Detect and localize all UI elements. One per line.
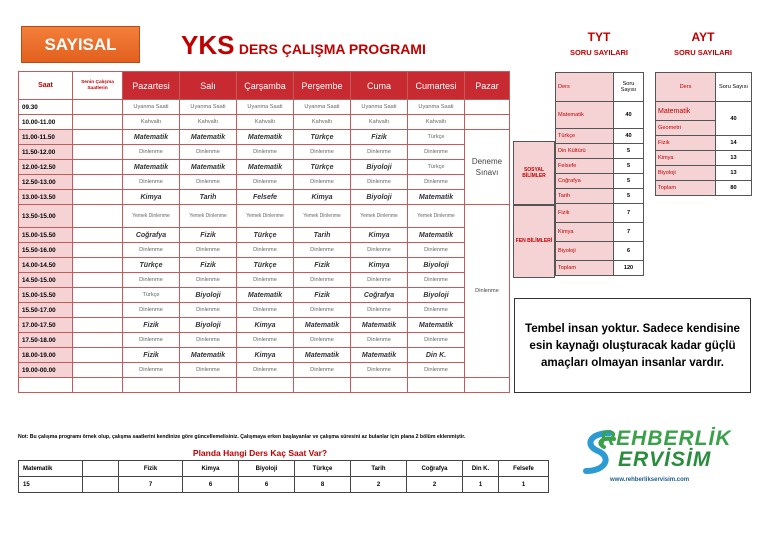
own-hours-cell xyxy=(73,303,123,318)
ayt-ders: Kimya xyxy=(656,151,716,166)
schedule-cell: Biyoloji xyxy=(408,288,465,303)
schedule-cell: Dinlenme xyxy=(351,243,408,258)
schedule-row xyxy=(19,258,510,273)
schedule-cell: Dinlenme xyxy=(237,273,294,288)
tyt-row xyxy=(556,129,644,144)
ayt-soru: 13 xyxy=(716,151,752,166)
tyt-ders: Felsefe xyxy=(556,159,614,174)
schedule-cell: Uyanma Saati xyxy=(351,100,408,115)
plan-subject: Kimya xyxy=(183,461,239,477)
ayt-row xyxy=(656,166,752,181)
tyt-row xyxy=(556,159,644,174)
schedule-cell: Kimya xyxy=(294,190,351,205)
header-day: Perşembe xyxy=(294,72,351,100)
schedule-cell: Yemek Dinlenme xyxy=(294,205,351,228)
ayt-ders: Toplam xyxy=(656,181,716,196)
plan-hours: 15 xyxy=(19,477,83,493)
ayt-heading xyxy=(655,30,751,57)
schedule-cell: Coğrafya xyxy=(123,228,180,243)
schedule-cell: Coğrafya xyxy=(351,288,408,303)
schedule-cell: Dinlenme xyxy=(351,303,408,318)
tyt-soru: 5 xyxy=(614,159,644,174)
plan-hours: 6 xyxy=(239,477,295,493)
schedule-cell: Dinlenme xyxy=(237,303,294,318)
plan-hours: 8 xyxy=(295,477,351,493)
plan-hours: 2 xyxy=(351,477,407,493)
schedule-cell: Dinlenme xyxy=(294,273,351,288)
schedule-cell: Matematik xyxy=(294,318,351,333)
tyt-ders: Biyoloji xyxy=(556,242,614,261)
plan-subject: Fizik xyxy=(119,461,183,477)
schedule-cell: Dinlenme xyxy=(237,145,294,160)
schedule-cell: Dinlenme xyxy=(123,363,180,378)
plan-subject: Biyoloji xyxy=(239,461,295,477)
schedule-cell: Fizik xyxy=(180,258,237,273)
schedule-cell: Dinlenme xyxy=(123,303,180,318)
schedule-cell: Dinlenme xyxy=(351,333,408,348)
tyt-header-row xyxy=(556,73,644,102)
own-hours-cell xyxy=(73,205,123,228)
time-slot: 18.00-19.00 xyxy=(19,348,73,363)
schedule-cell: Kahvaltı xyxy=(294,115,351,130)
tyt-row xyxy=(556,189,644,204)
schedule-cell: Fizik xyxy=(180,228,237,243)
plan-hours-table xyxy=(18,460,549,493)
schedule-cell: Dinlenme xyxy=(123,273,180,288)
schedule-cell: Dinlenme xyxy=(408,175,465,190)
schedule-row xyxy=(19,288,510,303)
schedule-cell: Yemek Dinlenme xyxy=(123,205,180,228)
schedule-cell: Dinlenme xyxy=(123,145,180,160)
tyt-row xyxy=(556,102,644,129)
empty-cell xyxy=(73,378,123,393)
schedule-cell: Kahvaltı xyxy=(180,115,237,130)
schedule-cell: Dinlenme xyxy=(123,333,180,348)
time-slot: 19.00-00.00 xyxy=(19,363,73,378)
schedule-cell: Din K. xyxy=(408,348,465,363)
time-slot: 14.00-14.50 xyxy=(19,258,73,273)
time-slot: 13.00-13.50 xyxy=(19,190,73,205)
own-hours-cell xyxy=(73,175,123,190)
empty-cell xyxy=(19,378,73,393)
schedule-cell: Türkçe xyxy=(294,130,351,145)
ayt-soru: 13 xyxy=(716,166,752,181)
time-slot: 13.50-15.00 xyxy=(19,205,73,228)
ayt-ders: Biyoloji xyxy=(656,166,716,181)
tyt-row xyxy=(556,223,644,242)
own-hours-cell xyxy=(73,145,123,160)
schedule-cell: Kimya xyxy=(123,190,180,205)
schedule-cell: Matematik xyxy=(237,130,294,145)
tyt-ders: Türkçe xyxy=(556,129,614,144)
schedule-header-row xyxy=(19,72,510,100)
schedule-row xyxy=(19,190,510,205)
schedule-cell: Fizik xyxy=(123,318,180,333)
plan-subject: Felsefe xyxy=(499,461,549,477)
header-day: Cumartesi xyxy=(408,72,465,100)
schedule-row xyxy=(19,130,510,145)
schedule-row xyxy=(19,228,510,243)
own-hours-cell xyxy=(73,160,123,175)
own-hours-cell xyxy=(73,243,123,258)
schedule-cell: Biyoloji xyxy=(408,258,465,273)
own-hours-cell xyxy=(73,258,123,273)
schedule-cell: Uyanma Saati xyxy=(294,100,351,115)
schedule-cell: Biyoloji xyxy=(180,288,237,303)
schedule-table xyxy=(18,71,510,393)
tyt-ders: Coğrafya xyxy=(556,174,614,189)
own-hours-cell xyxy=(73,190,123,205)
schedule-row xyxy=(19,160,510,175)
tyt-ders: Toplam xyxy=(556,261,614,276)
schedule-cell: Dinlenme xyxy=(294,243,351,258)
schedule-row xyxy=(19,175,510,190)
time-slot: 09.30 xyxy=(19,100,73,115)
pazar-cell xyxy=(465,100,510,115)
schedule-row xyxy=(19,243,510,258)
schedule-cell: Dinlenme xyxy=(294,363,351,378)
time-slot: 17.00-17.50 xyxy=(19,318,73,333)
plan-hours: 1 xyxy=(499,477,549,493)
schedule-cell: Biyoloji xyxy=(351,190,408,205)
logo-url: www.rehberlikservisim.com xyxy=(610,477,690,483)
schedule-cell: Türkçe xyxy=(237,258,294,273)
tyt-row xyxy=(556,204,644,223)
schedule-cell: Dinlenme xyxy=(294,303,351,318)
time-slot: 12.00-12.50 xyxy=(19,160,73,175)
own-hours-cell xyxy=(73,100,123,115)
tyt-soru: 7 xyxy=(614,204,644,223)
schedule-cell: Yemek Dinlenme xyxy=(180,205,237,228)
time-slot: 10.00-11.00 xyxy=(19,115,73,130)
ayt-soru: 80 xyxy=(716,181,752,196)
tyt-header-ders: Ders xyxy=(556,73,614,102)
ayt-table xyxy=(655,72,752,196)
empty-cell xyxy=(351,378,408,393)
schedule-cell: Kimya xyxy=(351,228,408,243)
schedule-cell: Matematik xyxy=(237,288,294,303)
schedule-cell: Dinlenme xyxy=(123,175,180,190)
schedule-cell: Matematik xyxy=(237,160,294,175)
schedule-cell: Dinlenme xyxy=(408,145,465,160)
schedule-row xyxy=(19,318,510,333)
schedule-cell: Kimya xyxy=(351,258,408,273)
schedule-cell: Matematik xyxy=(180,348,237,363)
schedule-cell: Matematik xyxy=(180,130,237,145)
tyt-ders: Matematik xyxy=(556,102,614,129)
ayt-soru: 40 xyxy=(716,102,752,136)
schedule-cell: Uyanma Saati xyxy=(408,100,465,115)
rehberlik-servisim-logo xyxy=(580,427,732,489)
plan-subject: Türkçe xyxy=(295,461,351,477)
header-day: Pazartesi xyxy=(123,72,180,100)
schedule-cell: Felsefe xyxy=(237,190,294,205)
ayt-row xyxy=(656,136,752,151)
plan-subject: Tarih xyxy=(351,461,407,477)
schedule-cell: Dinlenme xyxy=(180,273,237,288)
tyt-soru: 6 xyxy=(614,242,644,261)
time-slot: 11.00-11.50 xyxy=(19,130,73,145)
schedule-cell: Matematik xyxy=(408,190,465,205)
ayt-ders: Matematik xyxy=(656,102,716,121)
schedule-row xyxy=(19,115,510,130)
schedule-cell: Matematik xyxy=(180,160,237,175)
own-hours-cell xyxy=(73,115,123,130)
schedule-empty-row xyxy=(19,378,510,393)
plan-hours: 6 xyxy=(183,477,239,493)
schedule-row xyxy=(19,348,510,363)
own-hours-cell xyxy=(73,130,123,145)
plan-hours: 2 xyxy=(407,477,463,493)
tyt-soru: 40 xyxy=(614,102,644,129)
ayt-title: AYT xyxy=(691,30,715,44)
header-saat: Saat xyxy=(19,72,73,100)
schedule-cell: Matematik xyxy=(123,130,180,145)
schedule-cell: Kimya xyxy=(237,348,294,363)
schedule-cell: Dinlenme xyxy=(351,273,408,288)
schedule-cell: Dinlenme xyxy=(180,243,237,258)
time-slot: 15.00-15.50 xyxy=(19,228,73,243)
schedule-cell: Fizik xyxy=(351,130,408,145)
title-yks: YKS xyxy=(181,30,235,60)
empty-cell xyxy=(294,378,351,393)
plan-hours: 1 xyxy=(463,477,499,493)
empty-cell xyxy=(123,378,180,393)
schedule-cell: Dinlenme xyxy=(351,175,408,190)
empty-cell xyxy=(180,378,237,393)
own-hours-cell xyxy=(73,363,123,378)
time-slot: 11.50-12.00 xyxy=(19,145,73,160)
schedule-cell: Dinlenme xyxy=(351,363,408,378)
schedule-cell: Türkçe xyxy=(408,160,465,175)
sayisal-badge: SAYISAL xyxy=(21,26,140,63)
schedule-cell: Dinlenme xyxy=(180,363,237,378)
plan-subject: Coğrafya xyxy=(407,461,463,477)
schedule-cell: Kahvaltı xyxy=(408,115,465,130)
time-slot: 15.50-16.00 xyxy=(19,243,73,258)
plan-subject xyxy=(83,461,119,477)
schedule-cell: Dinlenme xyxy=(294,145,351,160)
schedule-cell: Türkçe xyxy=(237,228,294,243)
title-rest: DERS ÇALIŞMA PROGRAMI xyxy=(238,41,426,57)
ayt-subtitle: SORU SAYILARI xyxy=(673,48,733,57)
header-day: Cuma xyxy=(351,72,408,100)
plan-subject-row xyxy=(19,461,549,477)
header-day: Çarşamba xyxy=(237,72,294,100)
schedule-cell: Dinlenme xyxy=(180,303,237,318)
schedule-cell: Biyoloji xyxy=(180,318,237,333)
tyt-soru: 40 xyxy=(614,129,644,144)
ayt-ders: Fizik xyxy=(656,136,716,151)
schedule-cell: Yemek Dinlenme xyxy=(408,205,465,228)
header-own-hours: Senin Çalışma Saatlerin xyxy=(73,72,123,100)
schedule-cell: Kahvaltı xyxy=(351,115,408,130)
schedule-row xyxy=(19,100,510,115)
empty-cell xyxy=(408,378,465,393)
empty-cell xyxy=(465,378,510,393)
schedule-cell: Dinlenme xyxy=(237,243,294,258)
schedule-cell: Matematik xyxy=(408,228,465,243)
time-slot: 17.50-18.00 xyxy=(19,333,73,348)
schedule-cell: Kahvaltı xyxy=(123,115,180,130)
schedule-cell: Matematik xyxy=(408,318,465,333)
schedule-cell: Dinlenme xyxy=(408,363,465,378)
ayt-header-row xyxy=(656,73,752,102)
logo-line-1: REHBERLİK xyxy=(600,427,732,450)
time-slot: 12.50-13.00 xyxy=(19,175,73,190)
time-slot: 15.50-17.00 xyxy=(19,303,73,318)
header-day: Salı xyxy=(180,72,237,100)
schedule-cell: Dinlenme xyxy=(180,175,237,190)
pazar-cell xyxy=(465,115,510,130)
schedule-cell: Dinlenme xyxy=(408,273,465,288)
own-hours-cell xyxy=(73,318,123,333)
ayt-ders: Geometri xyxy=(656,121,716,136)
ayt-header-soru: Soru Sayısı xyxy=(716,73,752,102)
tyt-soru: 120 xyxy=(614,261,644,276)
tyt-subtitle: SORU SAYILARI xyxy=(569,48,629,57)
own-hours-cell xyxy=(73,288,123,303)
schedule-cell: Dinlenme xyxy=(180,145,237,160)
group-sosyal-bilimler: SOSYAL BİLİMLER xyxy=(513,141,555,205)
schedule-cell: Dinlenme xyxy=(237,363,294,378)
schedule-cell: Tarih xyxy=(294,228,351,243)
schedule-cell: Yemek Dinlenme xyxy=(351,205,408,228)
tyt-table xyxy=(555,72,644,276)
pazar-dinlenme-cell: Dinlenme xyxy=(465,205,510,378)
schedule-cell: Tarih xyxy=(180,190,237,205)
tyt-ders: Tarih xyxy=(556,189,614,204)
empty-cell xyxy=(237,378,294,393)
schedule-cell: Uyanma Saati xyxy=(123,100,180,115)
schedule-cell: Dinlenme xyxy=(408,303,465,318)
schedule-cell: Kahvaltı xyxy=(237,115,294,130)
group-fen-bilimleri: FEN BİLİMLERİ xyxy=(513,205,555,278)
tyt-row xyxy=(556,174,644,189)
schedule-cell: Yemek Dinlenme xyxy=(237,205,294,228)
schedule-cell: Matematik xyxy=(351,318,408,333)
schedule-cell: Fizik xyxy=(294,258,351,273)
tyt-header-soru: Soru Sayısı xyxy=(614,73,644,102)
ayt-row xyxy=(656,151,752,166)
tyt-ders: Kimya xyxy=(556,223,614,242)
schedule-cell: Dinlenme xyxy=(237,175,294,190)
tyt-soru: 7 xyxy=(614,223,644,242)
own-hours-cell xyxy=(73,333,123,348)
footnote: Not: Bu çalışma programı örnek olup, çalışma saatlerini kendinize göre güncellemelisiniz. Çalışmaya erken başlayanlar ve çalışma süresini az bulanlar için plana 2 bölüm eklenmiştir. xyxy=(18,434,466,440)
schedule-cell: Türkçe xyxy=(123,288,180,303)
schedule-row xyxy=(19,303,510,318)
schedule-cell: Fizik xyxy=(294,288,351,303)
tyt-ders: Fizik xyxy=(556,204,614,223)
plan-hours: 7 xyxy=(119,477,183,493)
ayt-row xyxy=(656,181,752,196)
schedule-cell: Dinlenme xyxy=(408,243,465,258)
ayt-header-ders: Ders xyxy=(656,73,716,102)
schedule-cell: Dinlenme xyxy=(408,333,465,348)
plan-hours xyxy=(83,477,119,493)
ayt-row xyxy=(656,102,752,121)
schedule-cell: Dinlenme xyxy=(351,145,408,160)
header-day: Pazar xyxy=(465,72,510,100)
tyt-heading xyxy=(555,30,643,57)
plan-hours-row xyxy=(19,477,549,493)
schedule-cell: Türkçe xyxy=(408,130,465,145)
schedule-cell: Türkçe xyxy=(123,258,180,273)
tyt-title: TYT xyxy=(587,30,611,44)
tyt-soru: 5 xyxy=(614,174,644,189)
schedule-cell: Matematik xyxy=(351,348,408,363)
tyt-ders: Din Kültürü xyxy=(556,144,614,159)
schedule-cell: Uyanma Saati xyxy=(180,100,237,115)
tyt-row xyxy=(556,144,644,159)
schedule-cell: Dinlenme xyxy=(294,175,351,190)
tyt-row xyxy=(556,261,644,276)
plan-title: Planda Hangi Ders Kaç Saat Var? xyxy=(192,448,328,458)
schedule-cell: Dinlenme xyxy=(180,333,237,348)
logo-line-2: ERVİSİM xyxy=(618,448,712,471)
schedule-cell: Dinlenme xyxy=(123,243,180,258)
ayt-soru: 14 xyxy=(716,136,752,151)
schedule-cell: Fizik xyxy=(123,348,180,363)
tyt-soru: 5 xyxy=(614,189,644,204)
own-hours-cell xyxy=(73,228,123,243)
schedule-cell: Türkçe xyxy=(294,160,351,175)
schedule-cell: Dinlenme xyxy=(237,333,294,348)
schedule-cell: Kimya xyxy=(237,318,294,333)
own-hours-cell xyxy=(73,348,123,363)
motivation-quote: Tembel insan yoktur. Sadece kendisine esin kaynağı oluşturacak kadar güçlü amaçları olmayan insanlar vardır. xyxy=(514,298,751,393)
pazar-deneme-cell: Deneme Sınavı xyxy=(465,130,510,205)
time-slot: 14.50-15.00 xyxy=(19,273,73,288)
schedule-row xyxy=(19,363,510,378)
time-slot: 15.00-15.50 xyxy=(19,288,73,303)
plan-subject: Din K. xyxy=(463,461,499,477)
schedule-row xyxy=(19,145,510,160)
plan-subject: Matematik xyxy=(19,461,83,477)
tyt-soru: 5 xyxy=(614,144,644,159)
schedule-row xyxy=(19,273,510,288)
tyt-row xyxy=(556,242,644,261)
schedule-cell: Matematik xyxy=(294,348,351,363)
page-title xyxy=(181,30,426,61)
schedule-cell: Uyanma Saati xyxy=(237,100,294,115)
own-hours-cell xyxy=(73,273,123,288)
schedule-cell: Matematik xyxy=(123,160,180,175)
schedule-row xyxy=(19,333,510,348)
schedule-cell: Biyoloji xyxy=(351,160,408,175)
schedule-cell: Dinlenme xyxy=(294,333,351,348)
schedule-row xyxy=(19,205,510,228)
